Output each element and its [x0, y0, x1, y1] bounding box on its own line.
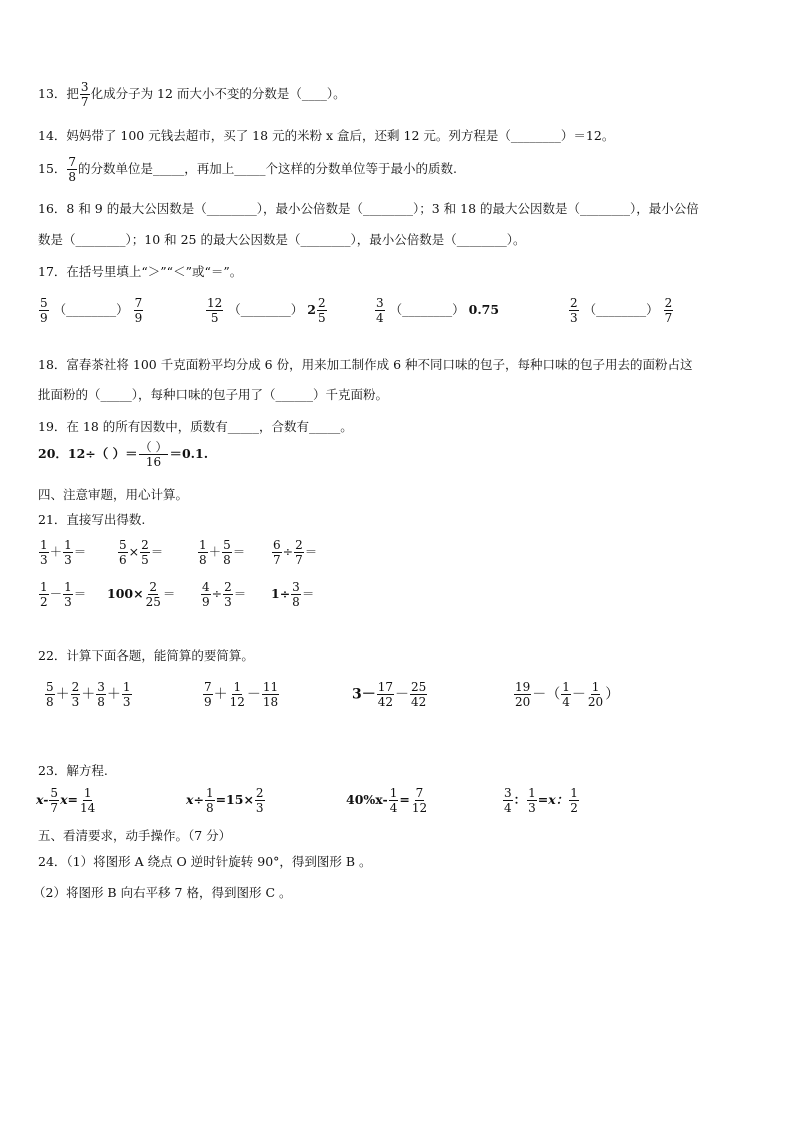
question-19: 19．在 18 的所有因数中，质数有_____，合数有_____。 [38, 419, 353, 434]
question-22: 22．计算下面各题，能简算的要简算。 [38, 648, 254, 663]
calc-item: $\frac{4}{9}$ ÷ $\frac{2}{3}$ ＝ [202, 580, 247, 609]
question-text: 化成分子为 12 而大小不变的分数是（____）。 [90, 86, 346, 101]
question-24-part1: 24．（1）将图形 A 绕点 O 逆时针旋转 90°，得到图形 B 。 [38, 854, 372, 869]
calc-item: $\frac{1}{8}$ ＋ $\frac{5}{8}$ ＝ [199, 538, 246, 567]
compare-item-4: $\frac{2}{3}$ （________） $\frac{2}{7}$ [570, 296, 673, 325]
answer-blank: （________） [228, 302, 304, 317]
question-text: 20．12÷（ ）＝ [38, 446, 138, 461]
compare-item-3: $\frac{3}{4}$ （________） 0.75 [376, 296, 500, 325]
answer-blank: （________） [389, 302, 465, 317]
calc-item: $\frac{1}{2}$ － $\frac{1}{3}$ ＝ [40, 580, 87, 609]
calc-item: $\frac{6}{7}$ ÷ $\frac{2}{7}$ ＝ [273, 538, 318, 567]
fraction: $\frac{3}{7}$ [80, 80, 89, 109]
calc-expression-4: $\frac{19}{20}$ －（ $\frac{1}{4}$ － $\frac{1}{20}$ ） [515, 680, 620, 709]
question-16-line2: 数是（________）；10 和 25 的最大公因数是（________），最小公倍数是（________）。 [38, 232, 526, 247]
fraction: $\frac{7}{8}$ [68, 155, 77, 184]
question-15 [38, 155, 457, 184]
question-13 [38, 80, 346, 109]
equation-2: x÷ $\frac{1}{8}$ =15× $\frac{2}{3}$ [186, 786, 264, 815]
calc-expression-1: $\frac{5}{8}$ ＋ $\frac{2}{3}$ ＋ $\frac{3}{8}$ ＋ $\frac{1}{3}$ [46, 680, 131, 709]
question-text: 把 [66, 86, 79, 101]
question-16-line1: 16．8 和 9 的最大公因数是（________），最小公倍数是（________）；3 和 18 的最大公因数是（________），最小公倍 [38, 201, 699, 216]
section-5-title: 五、看清要求，动手操作。（7 分） [38, 828, 232, 843]
answer-blank: （________） [583, 302, 659, 317]
question-18-line2: 批面粉的（_____），每种口味的包子用了（______）千克面粉。 [38, 387, 389, 402]
question-18-line1: 18．富春茶社将 100 千克面粉平均分成 6 份，用来加工制作成 6 种不同口味的包子，每种口味的包子用去的面粉占这 [38, 357, 693, 372]
calc-item: 100× $\frac{2}{25}$ ＝ [107, 580, 176, 609]
question-17: 17．在括号里填上“＞”“＜”或“＝”。 [38, 264, 243, 279]
calc-expression-3: 3－ $\frac{17}{42}$ － $\frac{25}{42}$ [352, 680, 427, 709]
question-21: 21．直接写出得数. [38, 512, 146, 527]
question-23: 23．解方程. [38, 763, 108, 778]
equation-3: 40%x- $\frac{1}{4}$ = $\frac{7}{12}$ [346, 786, 428, 815]
question-number: 15． [38, 161, 67, 176]
equation-4: $\frac{3}{4}$ ： $\frac{1}{3}$ =x： $\frac{1}{2}$ [504, 786, 578, 815]
answer-blank: （________） [53, 302, 129, 317]
question-text: ＝0.1. [169, 446, 209, 461]
question-20: 20．12÷（ ）＝ （ ） 16 ＝0.1. [38, 440, 209, 469]
question-14: 14．妈妈带了 100 元钱去超市，买了 18 元的米粉 x 盒后，还剩 12 元。列方程是（________）＝12。 [38, 128, 615, 143]
question-text: 的分数单位是_____，再加上_____个这样的分数单位等于最小的质数. [78, 161, 458, 176]
equation-1: x- $\frac{5}{7}$ x= $\frac{1}{14}$ [36, 786, 96, 815]
calc-item: $\frac{1}{3}$ ＋ $\frac{1}{3}$ ＝ [40, 538, 87, 567]
calc-item: 1÷ $\frac{3}{8}$ ＝ [271, 580, 315, 609]
question-24-part2: （2）将图形 B 向右平移 7 格，得到图形 C 。 [33, 885, 292, 900]
section-4-title: 四、注意审题，用心计算。 [38, 487, 189, 502]
compare-item-2: $\frac{12}{5}$ （________） 2 $\frac{2}{5}$ [207, 296, 326, 325]
compare-item-1: $\frac{5}{9}$ （________） $\frac{7}{9}$ [40, 296, 143, 325]
calc-item: $\frac{5}{6}$ × $\frac{2}{5}$ ＝ [119, 538, 164, 567]
calc-expression-2: $\frac{7}{9}$ ＋ $\frac{1}{12}$ － $\frac{11}{18}$ [204, 680, 279, 709]
question-number: 13． [38, 86, 67, 101]
